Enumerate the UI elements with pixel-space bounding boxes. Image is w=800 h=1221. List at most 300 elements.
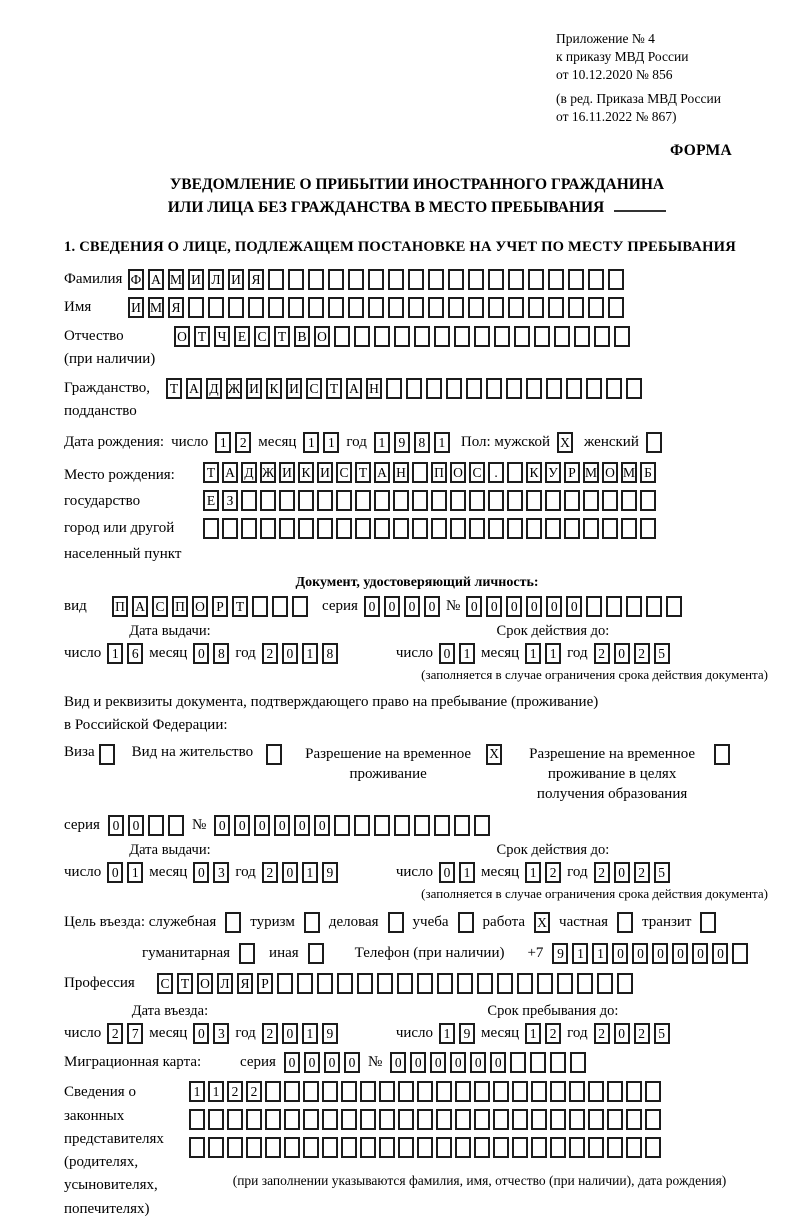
char-box[interactable] [577,973,593,994]
char-box[interactable] [457,973,473,994]
char-box[interactable] [645,1081,661,1102]
char-box[interactable]: Б [640,462,656,483]
char-box[interactable]: 1 [374,432,390,453]
char-box[interactable] [436,1109,452,1130]
char-box[interactable]: 0 [193,862,209,883]
char-box[interactable] [408,269,424,290]
char-box[interactable] [448,297,464,318]
char-box[interactable]: 8 [414,432,430,453]
purpose-work-checkbox[interactable]: X [534,912,550,933]
char-box[interactable]: С [306,378,322,399]
char-box[interactable]: И [246,378,262,399]
char-box[interactable] [414,326,430,347]
char-box[interactable] [564,490,580,511]
char-box[interactable]: 0 [614,862,630,883]
char-box[interactable] [608,269,624,290]
char-box[interactable] [588,1081,604,1102]
char-box[interactable]: 1 [302,643,318,664]
char-box[interactable] [545,518,561,539]
char-box[interactable] [354,815,370,836]
char-box[interactable] [531,1081,547,1102]
char-box[interactable] [148,815,164,836]
char-box[interactable] [260,518,276,539]
char-box[interactable] [450,518,466,539]
char-box[interactable] [208,297,224,318]
char-box[interactable]: . [488,462,504,483]
char-box[interactable]: 2 [594,643,610,664]
char-box[interactable]: 1 [208,1081,224,1102]
char-box[interactable] [379,1081,395,1102]
char-box[interactable] [298,490,314,511]
char-box[interactable] [732,943,748,964]
char-box[interactable]: К [266,378,282,399]
char-box[interactable] [303,1109,319,1130]
char-box[interactable]: Ж [260,462,276,483]
char-box[interactable] [265,1109,281,1130]
char-box[interactable]: 0 [193,1023,209,1044]
char-box[interactable]: 0 [274,815,290,836]
char-box[interactable] [337,973,353,994]
char-box[interactable]: Я [248,269,264,290]
char-box[interactable] [341,1137,357,1158]
char-box[interactable] [474,1109,490,1130]
char-box[interactable]: 1 [459,643,475,664]
char-box[interactable] [568,269,584,290]
char-box[interactable]: А [222,462,238,483]
char-box[interactable] [374,518,390,539]
char-box[interactable]: 1 [303,432,319,453]
char-box[interactable] [436,1137,452,1158]
char-box[interactable] [322,1109,338,1130]
char-box[interactable] [308,297,324,318]
char-box[interactable]: 9 [322,862,338,883]
char-box[interactable]: И [128,297,144,318]
char-box[interactable] [645,1109,661,1130]
char-box[interactable]: С [254,326,270,347]
char-box[interactable]: 0 [712,943,728,964]
char-box[interactable] [626,1109,642,1130]
char-box[interactable]: 5 [654,1023,670,1044]
char-box[interactable] [488,269,504,290]
char-box[interactable] [322,1081,338,1102]
char-box[interactable]: 9 [552,943,568,964]
char-box[interactable]: 0 [107,862,123,883]
char-box[interactable] [550,1109,566,1130]
char-box[interactable] [493,1081,509,1102]
char-box[interactable] [508,269,524,290]
char-box[interactable]: Т [177,973,193,994]
char-box[interactable]: 3 [213,862,229,883]
char-box[interactable] [279,518,295,539]
char-box[interactable]: 0 [390,1052,406,1073]
char-box[interactable]: Л [217,973,233,994]
char-box[interactable] [586,378,602,399]
char-box[interactable] [474,326,490,347]
char-box[interactable] [510,1052,526,1073]
char-box[interactable] [288,269,304,290]
char-box[interactable]: 1 [525,643,541,664]
char-box[interactable]: Т [274,326,290,347]
char-box[interactable]: Е [234,326,250,347]
char-box[interactable] [426,378,442,399]
char-box[interactable] [554,326,570,347]
char-box[interactable] [368,269,384,290]
char-box[interactable] [227,1109,243,1130]
char-box[interactable]: 0 [566,596,582,617]
char-box[interactable] [357,973,373,994]
char-box[interactable] [546,378,562,399]
char-box[interactable] [586,596,602,617]
char-box[interactable] [488,490,504,511]
char-box[interactable] [640,490,656,511]
char-box[interactable] [512,1109,528,1130]
char-box[interactable] [517,973,533,994]
char-box[interactable]: 2 [262,1023,278,1044]
char-box[interactable] [621,490,637,511]
char-box[interactable] [208,1137,224,1158]
char-box[interactable] [360,1137,376,1158]
char-box[interactable]: 0 [612,943,628,964]
char-box[interactable] [377,973,393,994]
char-box[interactable] [284,1109,300,1130]
char-box[interactable] [388,269,404,290]
char-box[interactable]: 0 [506,596,522,617]
purpose-transit-checkbox[interactable] [700,912,716,933]
char-box[interactable] [334,815,350,836]
char-box[interactable] [336,490,352,511]
char-box[interactable] [246,1109,262,1130]
char-box[interactable]: 5 [654,643,670,664]
char-box[interactable] [607,1137,623,1158]
char-box[interactable] [394,815,410,836]
char-box[interactable] [626,596,642,617]
char-box[interactable]: 2 [262,862,278,883]
char-box[interactable] [446,378,462,399]
char-box[interactable]: С [336,462,352,483]
char-box[interactable] [537,973,553,994]
char-box[interactable] [168,815,184,836]
char-box[interactable] [379,1137,395,1158]
char-box[interactable] [486,378,502,399]
char-box[interactable]: О [450,462,466,483]
char-box[interactable] [303,1081,319,1102]
char-box[interactable]: 1 [127,862,143,883]
char-box[interactable] [431,518,447,539]
char-box[interactable]: 0 [128,815,144,836]
char-box[interactable] [526,490,542,511]
char-box[interactable]: Т [326,378,342,399]
char-box[interactable] [374,490,390,511]
char-box[interactable] [454,326,470,347]
char-box[interactable] [328,297,344,318]
char-box[interactable]: 0 [486,596,502,617]
char-box[interactable] [507,518,523,539]
char-box[interactable] [317,973,333,994]
char-box[interactable]: 9 [322,1023,338,1044]
char-box[interactable] [550,1081,566,1102]
char-box[interactable]: 0 [614,643,630,664]
char-box[interactable] [322,1137,338,1158]
char-box[interactable] [303,1137,319,1158]
char-box[interactable]: 0 [404,596,420,617]
char-box[interactable] [189,1109,205,1130]
sex-male-checkbox[interactable]: X [557,432,573,453]
char-box[interactable] [621,518,637,539]
char-box[interactable]: П [112,596,128,617]
char-box[interactable] [252,596,268,617]
char-box[interactable] [528,297,544,318]
char-box[interactable]: З [222,490,238,511]
char-box[interactable] [607,1081,623,1102]
char-box[interactable]: Д [206,378,222,399]
char-box[interactable]: 1 [189,1081,205,1102]
char-box[interactable] [277,973,293,994]
char-box[interactable] [297,973,313,994]
char-box[interactable]: П [172,596,188,617]
char-box[interactable]: 3 [213,1023,229,1044]
purpose-tourism-checkbox[interactable] [304,912,320,933]
char-box[interactable]: О [192,596,208,617]
char-box[interactable] [569,1081,585,1102]
char-box[interactable]: 0 [282,643,298,664]
char-box[interactable]: 2 [634,1023,650,1044]
char-box[interactable]: М [583,462,599,483]
char-box[interactable] [645,1137,661,1158]
char-box[interactable]: И [228,269,244,290]
char-box[interactable] [545,490,561,511]
char-box[interactable]: Я [168,297,184,318]
char-box[interactable] [469,518,485,539]
char-box[interactable]: 0 [314,815,330,836]
char-box[interactable]: 9 [459,1023,475,1044]
char-box[interactable] [228,297,244,318]
char-box[interactable] [284,1081,300,1102]
char-box[interactable]: 1 [592,943,608,964]
char-box[interactable] [557,973,573,994]
char-box[interactable] [646,596,662,617]
char-box[interactable]: 0 [294,815,310,836]
char-box[interactable] [455,1109,471,1130]
char-box[interactable]: И [317,462,333,483]
char-box[interactable]: Т [194,326,210,347]
char-box[interactable] [534,326,550,347]
char-box[interactable] [437,973,453,994]
char-box[interactable] [550,1137,566,1158]
char-box[interactable]: П [431,462,447,483]
char-box[interactable]: М [148,297,164,318]
char-box[interactable]: О [602,462,618,483]
char-box[interactable] [279,490,295,511]
char-box[interactable] [288,297,304,318]
char-box[interactable]: Я [237,973,253,994]
char-box[interactable] [412,518,428,539]
char-box[interactable] [317,490,333,511]
char-box[interactable] [308,269,324,290]
char-box[interactable] [398,1137,414,1158]
char-box[interactable] [268,269,284,290]
char-box[interactable]: 0 [672,943,688,964]
char-box[interactable] [594,326,610,347]
char-box[interactable] [272,596,288,617]
char-box[interactable] [602,490,618,511]
char-box[interactable] [506,378,522,399]
char-box[interactable]: М [621,462,637,483]
char-box[interactable]: И [279,462,295,483]
char-box[interactable]: И [188,269,204,290]
char-box[interactable] [608,297,624,318]
char-box[interactable] [494,326,510,347]
char-box[interactable]: 0 [652,943,668,964]
char-box[interactable] [355,518,371,539]
char-box[interactable] [602,518,618,539]
char-box[interactable] [406,378,422,399]
char-box[interactable]: 0 [282,1023,298,1044]
char-box[interactable]: 0 [430,1052,446,1073]
char-box[interactable] [526,518,542,539]
char-box[interactable]: 0 [439,643,455,664]
char-box[interactable]: 1 [545,643,561,664]
char-box[interactable]: А [374,462,390,483]
char-box[interactable]: Л [208,269,224,290]
char-box[interactable] [448,269,464,290]
char-box[interactable] [379,1109,395,1130]
char-box[interactable] [507,462,523,483]
char-box[interactable] [360,1109,376,1130]
char-box[interactable] [334,326,350,347]
char-box[interactable] [474,815,490,836]
char-box[interactable] [328,269,344,290]
char-box[interactable] [588,297,604,318]
char-box[interactable] [588,1137,604,1158]
char-box[interactable] [348,269,364,290]
char-box[interactable] [450,490,466,511]
char-box[interactable]: 0 [632,943,648,964]
char-box[interactable]: 2 [246,1081,262,1102]
char-box[interactable]: 0 [424,596,440,617]
char-box[interactable] [477,973,493,994]
char-box[interactable]: Ф [128,269,144,290]
purpose-private-checkbox[interactable] [617,912,633,933]
char-box[interactable] [355,490,371,511]
char-box[interactable]: 9 [394,432,410,453]
char-box[interactable] [374,815,390,836]
char-box[interactable] [626,1081,642,1102]
char-box[interactable]: О [314,326,330,347]
purpose-humanitarian-checkbox[interactable] [239,943,255,964]
char-box[interactable]: 2 [227,1081,243,1102]
char-box[interactable]: 0 [344,1052,360,1073]
char-box[interactable]: О [174,326,190,347]
purpose-official-checkbox[interactable] [225,912,241,933]
char-box[interactable]: А [186,378,202,399]
char-box[interactable]: 0 [282,862,298,883]
char-box[interactable] [414,815,430,836]
char-box[interactable]: Ж [226,378,242,399]
char-box[interactable] [640,518,656,539]
char-box[interactable] [360,1081,376,1102]
char-box[interactable]: К [298,462,314,483]
char-box[interactable] [434,326,450,347]
char-box[interactable] [436,1081,452,1102]
char-box[interactable] [488,518,504,539]
char-box[interactable]: С [469,462,485,483]
char-box[interactable] [348,297,364,318]
char-box[interactable] [530,1052,546,1073]
char-box[interactable] [317,518,333,539]
char-box[interactable] [514,326,530,347]
char-box[interactable] [606,596,622,617]
char-box[interactable]: 2 [107,1023,123,1044]
char-box[interactable]: 0 [384,596,400,617]
char-box[interactable]: 2 [545,862,561,883]
char-box[interactable] [386,378,402,399]
char-box[interactable]: Р [257,973,273,994]
char-box[interactable]: 0 [193,643,209,664]
char-box[interactable]: 0 [284,1052,300,1073]
char-box[interactable] [336,518,352,539]
char-box[interactable]: 0 [324,1052,340,1073]
char-box[interactable]: 0 [526,596,542,617]
char-box[interactable] [341,1081,357,1102]
purpose-other-checkbox[interactable] [308,943,324,964]
char-box[interactable]: 7 [127,1023,143,1044]
visa-checkbox[interactable] [99,744,115,765]
char-box[interactable]: 1 [323,432,339,453]
char-box[interactable]: 2 [235,432,251,453]
char-box[interactable]: 1 [302,862,318,883]
char-box[interactable] [574,326,590,347]
char-box[interactable] [428,269,444,290]
char-box[interactable] [408,297,424,318]
char-box[interactable] [597,973,613,994]
char-box[interactable] [468,297,484,318]
char-box[interactable] [397,973,413,994]
char-box[interactable] [398,1081,414,1102]
char-box[interactable]: 0 [546,596,562,617]
char-box[interactable] [265,1081,281,1102]
char-box[interactable]: 0 [490,1052,506,1073]
char-box[interactable]: Д [241,462,257,483]
char-box[interactable]: Т [166,378,182,399]
char-box[interactable] [417,1081,433,1102]
char-box[interactable] [548,269,564,290]
sex-female-checkbox[interactable] [646,432,662,453]
char-box[interactable]: 0 [466,596,482,617]
char-box[interactable]: 0 [364,596,380,617]
char-box[interactable] [512,1081,528,1102]
char-box[interactable] [588,1109,604,1130]
char-box[interactable] [284,1137,300,1158]
char-box[interactable] [617,973,633,994]
char-box[interactable] [507,490,523,511]
char-box[interactable]: 1 [302,1023,318,1044]
char-box[interactable]: Р [212,596,228,617]
char-box[interactable] [260,490,276,511]
char-box[interactable] [298,518,314,539]
char-box[interactable] [606,378,622,399]
char-box[interactable] [434,815,450,836]
char-box[interactable] [564,518,580,539]
char-box[interactable]: В [294,326,310,347]
char-box[interactable] [398,1109,414,1130]
char-box[interactable]: 0 [614,1023,630,1044]
char-box[interactable] [531,1137,547,1158]
char-box[interactable] [607,1109,623,1130]
char-box[interactable] [292,596,308,617]
char-box[interactable] [550,1052,566,1073]
char-box[interactable]: О [197,973,213,994]
char-box[interactable] [374,326,390,347]
